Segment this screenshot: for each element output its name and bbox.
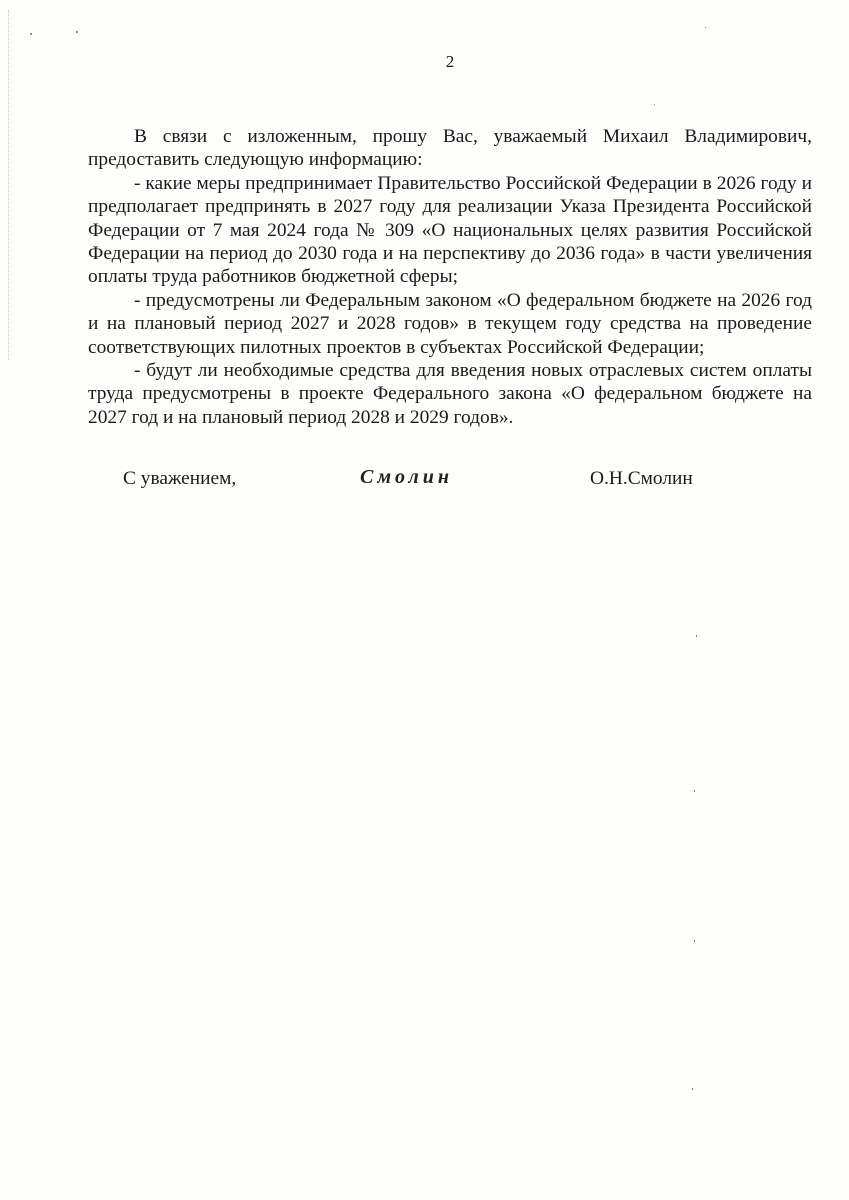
scan-speck [705, 27, 706, 28]
signer-name: О.Н.Смолин [590, 468, 693, 489]
scan-speck [654, 104, 655, 105]
scan-speck [696, 635, 697, 637]
letter-closing [0, 468, 849, 498]
paragraph-item-funding: - будут ли необходимые средства для введения новых отраслевых систем оплаты труда предусмотрены в проекте Федерального закона «О федеральном бюджете на 2027 год и на плановый период 2028 и 2029 годов». [88, 360, 812, 428]
letter-body [88, 125, 812, 429]
scan-speck [76, 31, 78, 33]
paragraph-request: В связи с изложенным, прошу Вас, уважаемый Михаил Владимирович, предоставить следующую информацию: [88, 126, 812, 171]
paragraph-item-measures: - какие меры предпринимает Правительство Российской Федерации в 2026 году и предполагает предпринять в 2027 году для реализации Указа Президента Российской Федерации от 7 мая 2024 года № 309 «О национальных целях развития Российской Федерации на период до 2030 года и на перспективу до 2036 года» в части увеличения оплаты труда работников бюджетной сферы; [88, 172, 812, 288]
page-number: 2 [445, 52, 455, 71]
paragraph-item-budget: - предусмотрены ли Федеральным законом «О федеральном бюджете на 2026 год и на плановый период 2027 и 2028 годов» в текущем году средства на проведение соответствующих пилотных проектов в субъектах Российской Федерации; [88, 289, 812, 358]
scan-speck [30, 33, 32, 35]
scan-speck [694, 940, 695, 942]
scan-speck [692, 1088, 693, 1090]
closing-salutation: С уважением, [123, 468, 237, 489]
scan-speck [694, 790, 695, 792]
signature: Смолин [360, 466, 454, 488]
